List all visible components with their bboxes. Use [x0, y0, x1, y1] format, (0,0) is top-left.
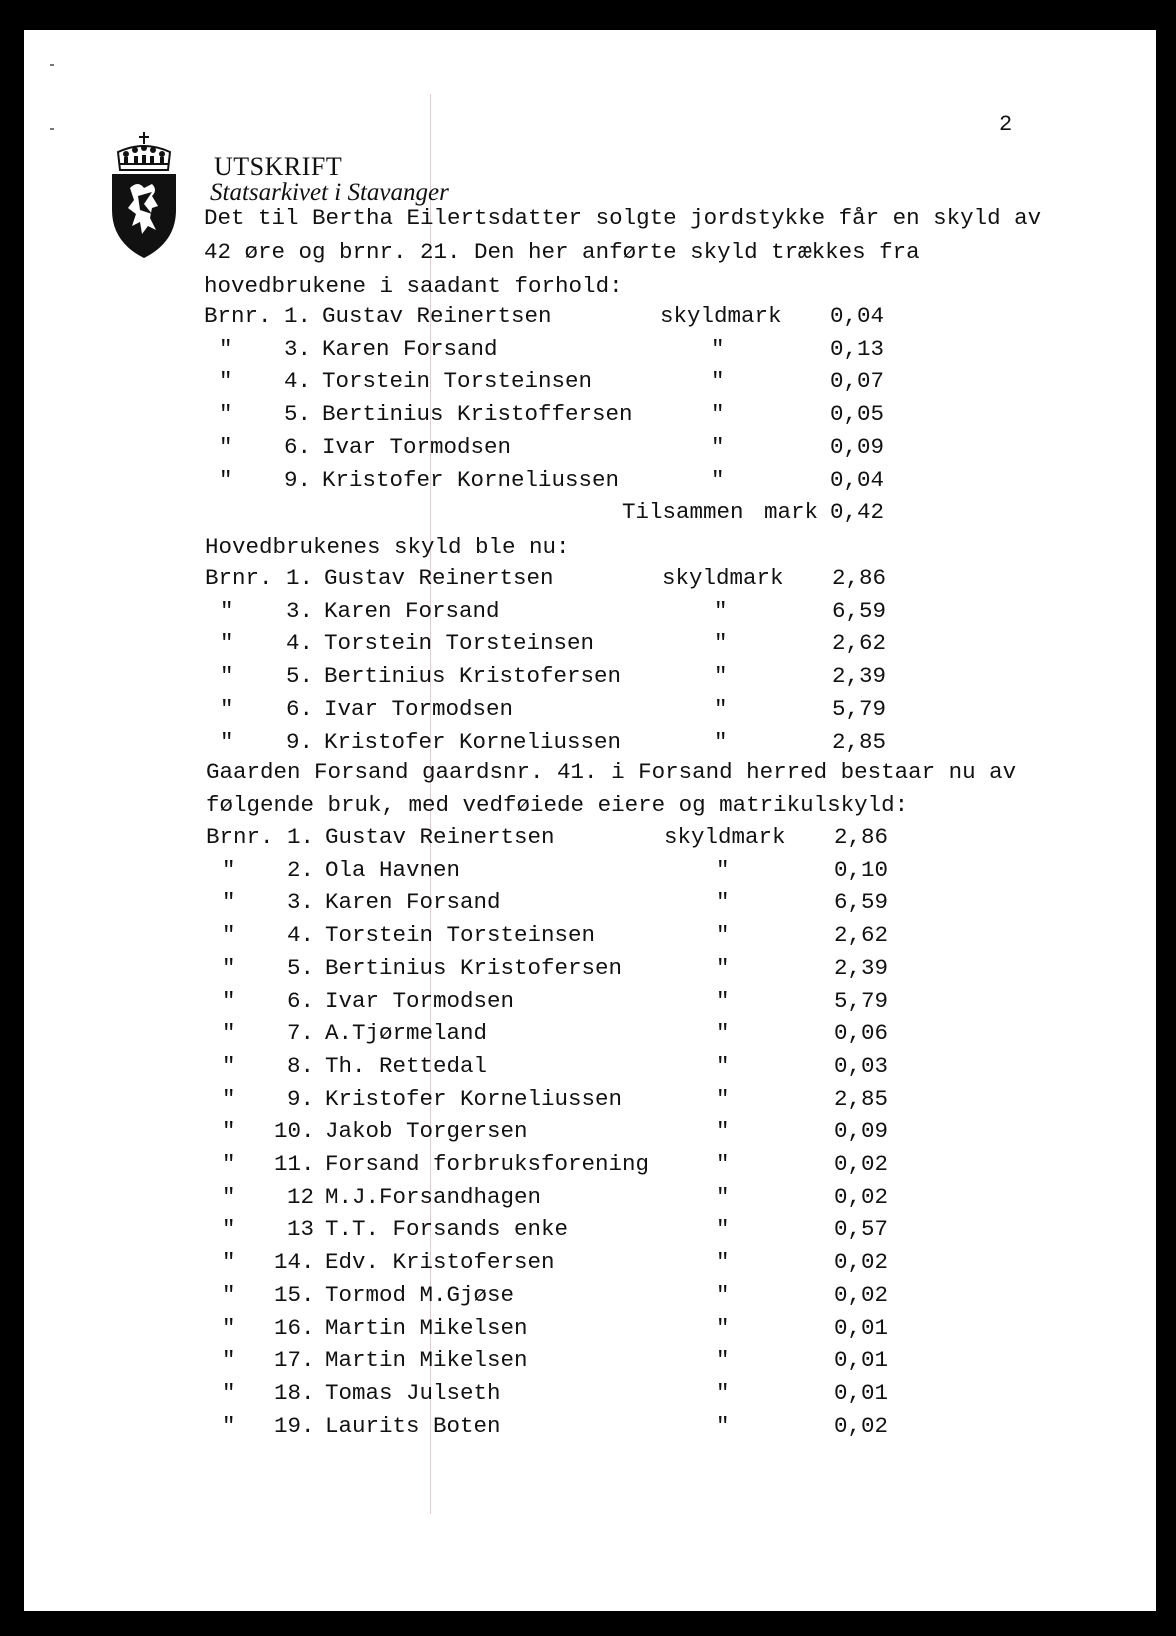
row-name: Jakob Torgersen — [325, 1118, 528, 1145]
row-value: 5,79 — [834, 987, 889, 1014]
row-value: 0,02 — [834, 1183, 889, 1210]
archive-subtitle: Statsarkivet i Stavanger — [210, 179, 449, 206]
row-prefix: " — [219, 466, 233, 493]
row-prefix: " — [222, 1412, 236, 1439]
row-unit: " — [711, 433, 725, 460]
total-label: Tilsammen — [622, 499, 744, 526]
row-number: 5. — [287, 954, 315, 981]
row-number: 18. — [274, 1379, 315, 1406]
row-value: 6,59 — [834, 889, 889, 916]
row-value: 0,01 — [834, 1314, 889, 1341]
table-row — [24, 696, 1156, 726]
row-unit: " — [711, 335, 725, 362]
row-prefix: " — [220, 597, 234, 624]
intro-line: Det til Bertha Eilertsdatter solgte jordstykke får en skyld av — [204, 205, 1042, 231]
row-prefix: " — [222, 954, 236, 981]
row-unit: " — [714, 663, 728, 690]
page-number: 2 — [999, 112, 1013, 137]
row-unit: " — [716, 1085, 730, 1112]
table-row — [24, 663, 1156, 693]
table-row — [24, 630, 1156, 660]
row-number: 16. — [274, 1314, 315, 1341]
table-row — [24, 401, 1156, 431]
row-name: Bertinius Kristofersen — [324, 663, 622, 690]
table-row — [24, 598, 1156, 628]
row-number: 7. — [287, 1020, 315, 1047]
row-unit: skyldmark — [660, 303, 782, 329]
row-number: 9. — [287, 1085, 315, 1112]
row-value: 2,39 — [834, 954, 889, 981]
row-prefix: " — [219, 335, 233, 362]
row-prefix: " — [220, 663, 234, 690]
row-name: Edv. Kristofersen — [325, 1249, 555, 1276]
table-row — [24, 955, 1156, 985]
row-number: 14. — [274, 1249, 315, 1276]
table-row — [24, 1249, 1156, 1279]
row-unit: " — [716, 1118, 730, 1145]
row-value: 0,02 — [834, 1249, 889, 1276]
row-prefix: " — [222, 1085, 236, 1112]
row-unit: " — [711, 466, 725, 493]
table-row — [24, 467, 1156, 497]
row-prefix: " — [222, 1020, 236, 1047]
row-number: 4. — [286, 630, 314, 657]
row-prefix: " — [222, 922, 236, 949]
row-number: 10. — [274, 1118, 315, 1145]
row-prefix: " — [222, 1216, 236, 1243]
row-unit: " — [716, 1281, 730, 1308]
row-name: Bertinius Kristoffersen — [322, 401, 633, 428]
row-number: 3. — [284, 335, 312, 362]
row-name: Gustav Reinertsen — [322, 303, 552, 329]
row-prefix: " — [220, 695, 234, 722]
table-row — [24, 434, 1156, 464]
row-value: 0,04 — [830, 466, 885, 493]
row-unit: " — [716, 1347, 730, 1374]
row-name: Ola Havnen — [325, 856, 461, 883]
row-unit: " — [716, 1216, 730, 1243]
row-prefix: " — [219, 401, 233, 428]
table-row — [24, 857, 1156, 887]
row-name: Martin Mikelsen — [325, 1347, 528, 1374]
row-prefix: " — [222, 1347, 236, 1374]
row-prefix: " — [220, 728, 234, 755]
total-unit: mark — [764, 499, 819, 526]
row-number: 9. — [284, 466, 312, 493]
row-prefix: " — [222, 1314, 236, 1341]
row-name: Torstein Torsteinsen — [324, 630, 595, 657]
row-name: A.Tjørmeland — [325, 1020, 488, 1047]
row-number: 5. — [284, 401, 312, 428]
row-value: 0,04 — [830, 303, 885, 329]
row-number: 19. — [274, 1412, 315, 1439]
table-row — [24, 303, 1156, 333]
row-number: 9. — [286, 728, 314, 755]
row-unit: " — [714, 630, 728, 657]
table-row — [24, 1380, 1156, 1410]
total-value: 0,42 — [830, 499, 885, 526]
row-unit: " — [716, 1183, 730, 1210]
table-row — [24, 1184, 1156, 1214]
row-prefix: " — [222, 987, 236, 1014]
row-unit: " — [716, 889, 730, 916]
row-value: 0,02 — [834, 1151, 889, 1177]
row-value: 0,05 — [830, 401, 885, 428]
row-prefix: " — [222, 1379, 236, 1406]
intro-line: hovedbrukene i saadant forhold: — [204, 273, 623, 299]
row-name: Gustav Reinertsen — [324, 565, 554, 591]
table-row — [24, 889, 1156, 919]
row-value: 6,59 — [832, 597, 887, 624]
row-name: Karen Forsand — [325, 889, 501, 916]
table-row — [24, 1413, 1156, 1443]
row-value: 0,01 — [834, 1347, 889, 1374]
row-name: Gustav Reinertsen — [325, 824, 555, 850]
row-prefix: " — [222, 889, 236, 916]
table-row — [24, 1151, 1156, 1181]
row-number: 1. — [286, 565, 314, 591]
table-row — [24, 1347, 1156, 1377]
archive-title: UTSKRIFT — [214, 152, 343, 181]
row-number: 11. — [274, 1151, 315, 1177]
scan-mark — [50, 64, 54, 66]
row-number: 5. — [286, 663, 314, 690]
row-unit: " — [716, 1314, 730, 1341]
row-number: 4. — [287, 922, 315, 949]
row-name: Karen Forsand — [322, 335, 498, 362]
row-name: Laurits Boten — [325, 1412, 501, 1439]
row-unit: " — [716, 987, 730, 1014]
table-row — [24, 336, 1156, 366]
row-prefix: " — [219, 368, 233, 395]
row-value: 0,09 — [834, 1118, 889, 1145]
row-unit: skyldmark — [662, 565, 784, 591]
table-row — [24, 1282, 1156, 1312]
row-name: Torstein Torsteinsen — [322, 368, 593, 395]
row-number: 3. — [286, 597, 314, 624]
row-unit: " — [714, 728, 728, 755]
row-value: 2,85 — [834, 1085, 889, 1112]
row-name: Torstein Torsteinsen — [325, 922, 596, 949]
row-prefix: " — [222, 1118, 236, 1145]
row-value: 5,79 — [832, 695, 887, 722]
row-value: 2,39 — [832, 663, 887, 690]
row-prefix: Brnr. — [205, 565, 273, 591]
row-name: Kristofer Korneliussen — [324, 728, 622, 755]
row-name: Martin Mikelsen — [325, 1314, 528, 1341]
row-value: 0,09 — [830, 433, 885, 460]
row-value: 0,10 — [834, 856, 889, 883]
row-unit: " — [714, 695, 728, 722]
row-value: 0,03 — [834, 1052, 889, 1079]
row-prefix: " — [222, 856, 236, 883]
row-number: 4. — [284, 368, 312, 395]
row-number: 2. — [287, 856, 315, 883]
row-prefix: " — [220, 630, 234, 657]
row-name: Forsand forbruksforening — [325, 1151, 650, 1177]
table-row — [24, 922, 1156, 952]
row-unit: " — [711, 368, 725, 395]
row-value: 2,62 — [832, 630, 887, 657]
row-name: Tormod M.Gjøse — [325, 1281, 515, 1308]
coat-of-arms-icon — [108, 130, 180, 260]
intro-line: 42 øre og brnr. 21. Den her anførte skyld trækkes fra — [204, 239, 920, 265]
row-number: 17. — [274, 1347, 315, 1374]
row-name: Tomas Julseth — [325, 1379, 501, 1406]
row-value: 0,02 — [834, 1412, 889, 1439]
row-value: 0,02 — [834, 1281, 889, 1308]
row-number: 3. — [287, 889, 315, 916]
row-prefix: " — [222, 1249, 236, 1276]
row-unit: " — [716, 1412, 730, 1439]
row-value: 2,62 — [834, 922, 889, 949]
row-name: M.J.Forsandhagen — [325, 1183, 542, 1210]
row-prefix: " — [219, 433, 233, 460]
row-name: Ivar Tormodsen — [322, 433, 512, 460]
table-row — [24, 988, 1156, 1018]
table-row — [24, 1216, 1156, 1246]
row-number: 8. — [287, 1052, 315, 1079]
row-number: 15. — [274, 1281, 315, 1308]
row-unit: " — [716, 1052, 730, 1079]
row-name: Bertinius Kristofersen — [325, 954, 623, 981]
row-prefix: Brnr. — [206, 824, 274, 850]
row-value: 0,07 — [830, 368, 885, 395]
row-value: 0,01 — [834, 1379, 889, 1406]
row-number: 12 — [287, 1183, 315, 1210]
row-name: Kristofer Korneliussen — [322, 466, 620, 493]
table-row — [24, 1118, 1156, 1148]
table-row — [24, 824, 1156, 854]
row-unit: " — [716, 922, 730, 949]
row-unit: skyldmark — [664, 824, 786, 850]
row-value: 2,86 — [834, 824, 889, 850]
row-name: Th. Rettedal — [325, 1052, 488, 1079]
row-unit: " — [716, 856, 730, 883]
scan-mark — [50, 128, 54, 130]
row-prefix: " — [222, 1281, 236, 1308]
row-prefix: " — [222, 1151, 236, 1177]
table-row — [24, 1020, 1156, 1050]
section-line: følgende bruk, med vedføiede eiere og matrikulskyld: — [206, 792, 909, 818]
row-unit: " — [711, 401, 725, 428]
row-unit: " — [716, 1379, 730, 1406]
document-page — [24, 30, 1156, 1611]
row-unit: " — [716, 1151, 730, 1177]
section-line: Gaarden Forsand gaardsnr. 41. i Forsand herred bestaar nu av — [206, 759, 1017, 785]
row-prefix: Brnr. — [204, 303, 272, 329]
row-value: 0,06 — [834, 1020, 889, 1047]
row-value: 2,85 — [832, 728, 887, 755]
row-unit: " — [716, 1249, 730, 1276]
table-row — [24, 1053, 1156, 1083]
row-value: 2,86 — [832, 565, 887, 591]
table-row — [24, 368, 1156, 398]
row-number: 6. — [287, 987, 315, 1014]
row-value: 0,57 — [834, 1216, 889, 1243]
row-prefix: " — [222, 1052, 236, 1079]
row-number: 1. — [284, 303, 312, 329]
row-prefix: " — [222, 1183, 236, 1210]
table-row — [24, 1086, 1156, 1116]
table-row — [24, 565, 1156, 595]
row-name: T.T. Forsands enke — [325, 1216, 569, 1243]
row-number: 6. — [284, 433, 312, 460]
row-unit: " — [716, 1020, 730, 1047]
table-row — [24, 1315, 1156, 1345]
row-value: 0,13 — [830, 335, 885, 362]
table-row — [24, 729, 1156, 759]
row-unit: " — [716, 954, 730, 981]
row-name: Ivar Tormodsen — [324, 695, 514, 722]
row-number: 1. — [287, 824, 315, 850]
row-number: 13 — [287, 1216, 315, 1243]
row-name: Kristofer Korneliussen — [325, 1085, 623, 1112]
section-title: Hovedbrukenes skyld ble nu: — [205, 534, 570, 560]
row-name: Ivar Tormodsen — [325, 987, 515, 1014]
row-unit: " — [714, 597, 728, 624]
row-name: Karen Forsand — [324, 597, 500, 624]
row-number: 6. — [286, 695, 314, 722]
